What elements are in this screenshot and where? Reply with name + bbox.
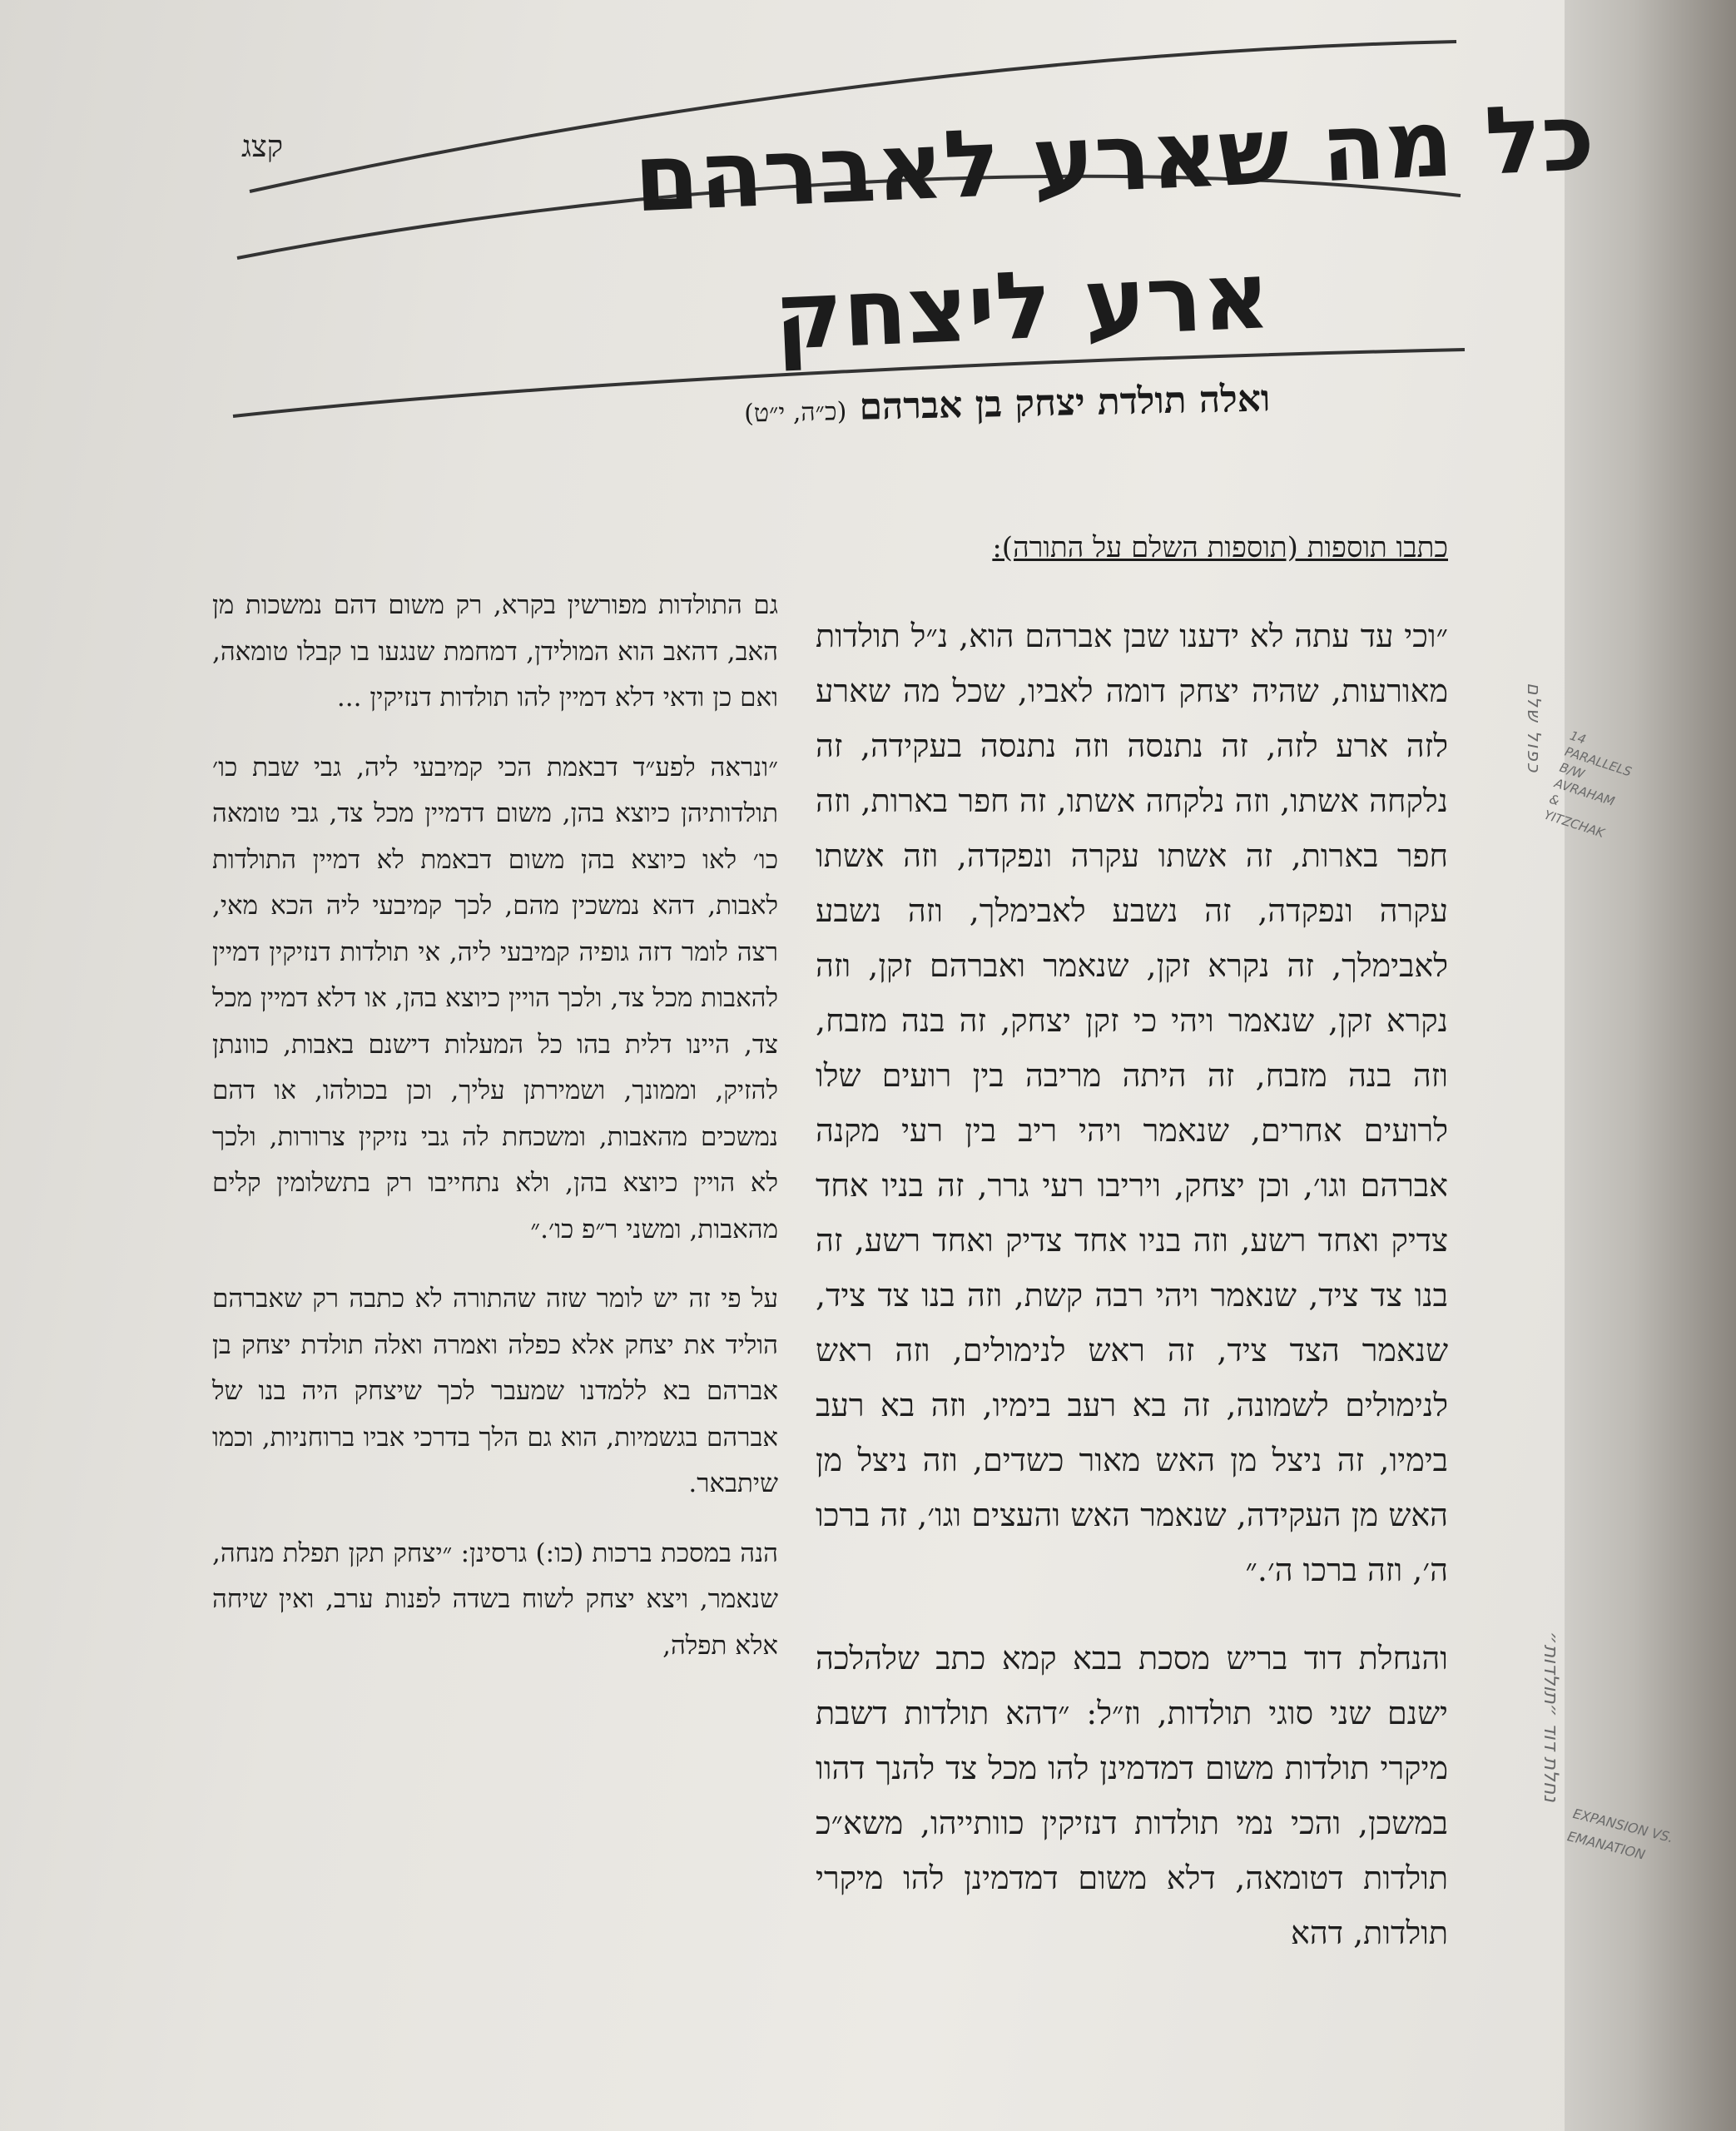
right-column (816, 520, 1448, 1960)
margin-note-3: נחלת דוד ״תולדות״ (1540, 1632, 1563, 1803)
margin-note-4: EXPANSION VS. EMANATION (1565, 1805, 1675, 1863)
right-paragraph-1: ״וכי עד עתה לא ידענו שבן אברהם הוא, נ״ל תולדות מאורעות, שהיה יצחק דומה לאביו, שכל מה שארע לזה ארע לזה, זה נתנסה וזה נתנסה בעקידה, זה נלקחה אשתו, וזה נלקחה אשתו, זה חפר בארות, וזה חפר בארות, זה אשתו עקרה ונפקדה, וזה אשתו עקרה ונפקדה, זה נשבע לאבימלך, וזה נשבע לאבימלך, זה נקרא זקן, שנאמר ואברהם זקן, וזה נקרא זקן, שנאמר ויהי כי זקן יצחק, זה בנה מזבח, וזה בנה מזבח, זה היתה מריבה בין רועים שלו לרועים אחרים, שנאמר ויהי ריב בין רעי מקנה אברהם וגו׳, וכן יצחק, ויריבו רעי גרר, זה בניו אחד צדיק ואחד רשע, וזה בניו אחד צדיק ואחד רשע, זה בנו צד ציד, שנאמר ויהי רבה קשת, וזה בנו צד ציד, שנאמר הצד ציד, זה ראש לנימולים, וזה ראש לנימולים לשמונה, זה בא רעב בימיו, וזה בא רעב בימיו, זה ניצל מן האש מאור כשדים, וזה ניצל מן האש מן העקידה, שנאמר האש והעצים וגו׳, זה ברכו ה׳, וזה ברכו ה׳.״ (816, 618, 1448, 1588)
banner-title-line-2: ארע ליצחק (771, 241, 1272, 371)
margin-note-2: 14 PARALLELS B/W AVRAHAM & YITZCHAK (1542, 728, 1634, 841)
heading-text: ואלה תולדת יצחק בן אברהם (858, 377, 1271, 429)
right-paragraph-2: והנחלת דוד בריש מסכת בבא קמא כתב שלהלכה ישנם שני סוגי תולדות, וז״ל: ״דהא תולדות דשבת מיקרי תולדות משום דמדמינן להו מכל צד להנך דהוו במשכן, והכי נמי תולדות דנזיקין כוותייהו, משא״כ תולדות דטומאה, דלא משום דמדמינן להו מיקרי תולדות, דהא (816, 1640, 1448, 1951)
left-paragraph-3: על פי זה יש לומר שזה שהתורה לא כתבה רק שאברהם הוליד את יצחק אלא כפלה ואמרה ואלה תולדת יצחק בן אברהם בא ללמדנו שמעבר לכך שיצחק היה בנו של אברהם בגשמיות, הוא גם הלך בדרכי אביו ברוחניות, וכמו שיתבאר. (212, 1284, 778, 1498)
left-paragraph-2: ״ונראה לפע״ד דבאמת הכי קמיבעי ליה, גבי שבת כו׳ תולדותיהן כיוצא בהן, משום דדמיין מכל צד, גבי טומאה כו׳ לאו כיוצא בהן משום דבאמת לא דמיין התולדות לאבות, דהא נמשכין מהם, לכך קמיבעי ליה הכא מאי, רצה לומר דזה גופיה קמיבעי ליה, אי תולדות דנזיקין דמיין להאבות מכל צד, ולכך הויין כיוצא בהן, או דלא דמיין מכל צד, היינו דלית בהו כל המעלות דישנם באבות, כוונתן להזיק, וממונך, ושמירתן עליך, וכן בכולהו, או דהם נמשכים מהאבות, ומשכחת לה גבי נזיקין צרורות, ולכך לא הויין כיוצא בהן, ולא נתחייבו רק בתשלומין קלים מהאבות, ומשני ר״פ כו׳.״ (212, 752, 778, 1244)
left-paragraph-4: הנה במסכת ברכות (כו:) גרסינן: ״יצחק תקן תפלת מנחה, שנאמר, ויצא יצחק לשוח בשדה לפנות ערב, ואין שיחה אלא תפלה, (212, 1537, 778, 1661)
banner-title-line-1: כל מה שארע לאברהם (632, 83, 1597, 234)
left-paragraph-1: גם התולדות מפורשין בקרא, רק משום דהם נמשכות מן האב, דהאב הוא המולידן, דמחמת שנגעו בו קבלו טומאה, ואם כן ודאי דלא דמיין להו תולדות דנזיקין ... (212, 590, 778, 713)
margin-note-1: כפול שלם (1523, 683, 1544, 774)
heading-reference: (כ״ה, י״ט) (743, 397, 847, 429)
left-column (212, 583, 778, 1669)
page-number: קצג (241, 130, 284, 164)
source-citation: כתבו תוספות (תוספות השלם על התורה): (992, 531, 1448, 564)
